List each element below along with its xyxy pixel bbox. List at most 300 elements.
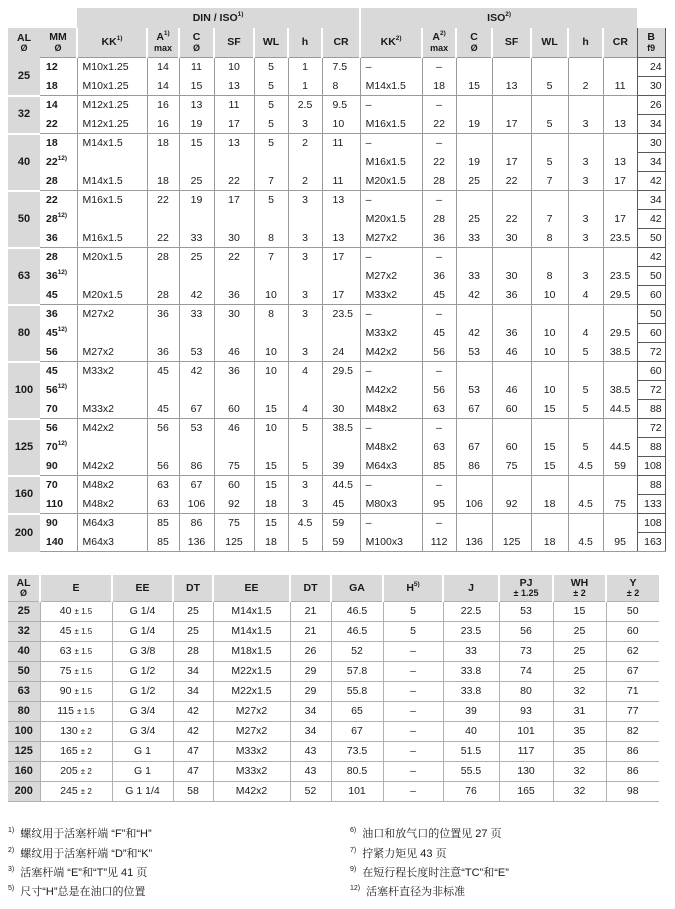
cell-iso-sf: 30: [492, 229, 531, 248]
cell-din-c: [179, 438, 214, 457]
table-row: [8, 153, 665, 172]
cell-iso-wl: [531, 419, 568, 438]
header-a-din: $A^{1)}$ max: [147, 28, 179, 58]
t2-header-j: J: [443, 575, 499, 602]
cell-din-sf: 46: [214, 343, 254, 362]
cell-mm: 70: [40, 476, 77, 495]
cell-din-wl: [254, 381, 288, 400]
cell-iso-cr: [603, 191, 637, 210]
table-row: [8, 662, 659, 682]
table-row: [8, 191, 665, 210]
cell-iso-a: 28: [422, 172, 456, 191]
cell-din-kk: M48x2: [77, 495, 147, 514]
cell-iso-h: 3: [568, 210, 603, 229]
cell-din-sf: 17: [214, 191, 254, 210]
cell-din-cr: 23.5: [322, 305, 360, 324]
cell-iso-a: 112: [422, 533, 456, 552]
cell-pj: 165: [499, 782, 553, 802]
cell-mm: 28: [40, 248, 77, 267]
cell-din-c: [179, 324, 214, 343]
cell-ee2: M33x2: [213, 742, 290, 762]
cell-b: 88: [637, 476, 665, 495]
cell-din-wl: 5: [254, 191, 288, 210]
cell-iso-cr: 75: [603, 495, 637, 514]
cell-din-sf: 36: [214, 286, 254, 305]
cell-h: –: [383, 662, 443, 682]
cell-iso-h: [568, 58, 603, 77]
cell-iso-kk: –: [360, 248, 422, 267]
cell-iso-wl: [531, 96, 568, 115]
cell-mm: 28$^{12)}$: [46, 211, 68, 225]
cell-iso-kk: M14x1.5: [360, 77, 422, 96]
cell-y: 86: [606, 762, 659, 782]
din-iso-group-header: DIN / ISO$^{1)}$: [77, 8, 360, 28]
cell-iso-wl: [531, 191, 568, 210]
cell-y: 77: [606, 702, 659, 722]
cell-y: 50: [606, 602, 659, 622]
cell-b: 72: [637, 381, 665, 400]
cell-din-wl: 5: [254, 134, 288, 153]
cell-iso-a: –: [422, 134, 456, 153]
cell-din-sf: 60: [214, 400, 254, 419]
cell-al: 200: [8, 514, 40, 552]
header-kk-din: KK$^{1)}$: [77, 28, 147, 58]
cell-ee1: G 1/4: [112, 602, 173, 622]
cell-j: 23.5: [443, 622, 499, 642]
cell-din-c: 25: [179, 172, 214, 191]
cell-ga: 57.8: [331, 662, 383, 682]
cell-e: 40 ± 1.5: [40, 602, 112, 622]
cell-b: 42: [637, 210, 665, 229]
cell-h: –: [383, 782, 443, 802]
cell-iso-cr: 11: [603, 77, 637, 96]
cell-din-wl: 10: [254, 286, 288, 305]
cell-din-cr: 8: [322, 77, 360, 96]
cell-din-a: 28: [147, 248, 179, 267]
cell-pj: 101: [499, 722, 553, 742]
cell-din-c: 19: [179, 191, 214, 210]
cell-b: 34: [637, 153, 665, 172]
cell-h: –: [383, 742, 443, 762]
cell-iso-h: 3: [568, 267, 603, 286]
cell-e: 165 ± 2: [40, 742, 112, 762]
t2-header-dt1: DT: [173, 575, 213, 602]
cell-iso-cr: 13: [603, 115, 637, 134]
cell-al: 25: [8, 58, 40, 96]
cell-h: 5: [383, 602, 443, 622]
cell-pj: 73: [499, 642, 553, 662]
cell-din-sf: [214, 267, 254, 286]
header-a-iso: $A^{2)}$ max: [422, 28, 456, 58]
table-row: [8, 495, 665, 514]
cell-iso-a: 63: [422, 400, 456, 419]
cell-b: 60: [637, 286, 665, 305]
cell-iso-sf: 75: [492, 457, 531, 476]
cell-iso-a: 22: [422, 115, 456, 134]
cell-b: 50: [637, 229, 665, 248]
cell-iso-kk: –: [360, 419, 422, 438]
cell-dt1: 42: [173, 702, 213, 722]
cell-iso-kk: M48x2: [360, 400, 422, 419]
cell-din-cr: 45: [322, 495, 360, 514]
table-row: [8, 134, 665, 153]
cell-b: 88: [637, 400, 665, 419]
cell-ga: 80.5: [331, 762, 383, 782]
table-row: [8, 419, 665, 438]
cell-din-cr: 24: [322, 343, 360, 362]
cell-iso-kk: –: [360, 134, 422, 153]
cell-e: 45 ± 1.5: [40, 622, 112, 642]
table-row: [8, 457, 665, 476]
cell-ee1: G 1/4: [112, 622, 173, 642]
cell-dt1: 42: [173, 722, 213, 742]
cell-din-h: 3: [288, 343, 322, 362]
cell-b: 34: [637, 115, 665, 134]
cell-iso-sf: [492, 476, 531, 495]
cell-iso-c: 42: [456, 286, 492, 305]
cell-din-c: 67: [179, 476, 214, 495]
header-cr-iso: CR: [603, 28, 637, 58]
cell-iso-kk: M33x2: [360, 324, 422, 343]
cell-iso-wl: [531, 248, 568, 267]
cell-iso-c: [456, 362, 492, 381]
cell-b: 60: [637, 324, 665, 343]
cell-din-wl: 5: [254, 115, 288, 134]
cell-h: –: [383, 762, 443, 782]
header-b: B f9: [637, 28, 665, 58]
cell-din-c: 15: [179, 134, 214, 153]
cell-din-a: 45: [147, 400, 179, 419]
cell-iso-kk: –: [360, 476, 422, 495]
cell-iso-a: 18: [422, 77, 456, 96]
table-row: [8, 267, 665, 286]
cell-iso-cr: [603, 514, 637, 533]
cell-ee1: G 1/2: [112, 682, 173, 702]
table-row: [8, 762, 659, 782]
cell-iso-sf: [492, 305, 531, 324]
cell-ee2: M22x1.5: [213, 682, 290, 702]
cell-din-h: 3: [288, 305, 322, 324]
header-mm: MM Ø: [40, 28, 77, 58]
cell-iso-wl: 15: [531, 438, 568, 457]
cell-iso-a: –: [422, 248, 456, 267]
cell-iso-c: 25: [456, 210, 492, 229]
cell-b: 133: [637, 495, 665, 514]
cell-iso-h: [568, 419, 603, 438]
cell-din-sf: [214, 153, 254, 172]
cell-ee1: G 1 1/4: [112, 782, 173, 802]
cell-iso-h: [568, 305, 603, 324]
cell-b: 72: [637, 343, 665, 362]
footnote-1: $^{1)}$ 螺纹用于活塞杆端 “F”和“H”: [8, 827, 152, 840]
table-row: [8, 642, 659, 662]
cell-ee2: M18x1.5: [213, 642, 290, 662]
cell-iso-kk: M48x2: [360, 438, 422, 457]
cell-ga: 46.5: [331, 622, 383, 642]
cell-ga: 101: [331, 782, 383, 802]
cell-din-cr: [322, 324, 360, 343]
table-row: [8, 324, 665, 343]
cell-iso-c: 42: [456, 324, 492, 343]
cell-din-sf: 36: [214, 362, 254, 381]
cell-ee2: M14x1.5: [213, 602, 290, 622]
cell-din-wl: 18: [254, 495, 288, 514]
footnote-9: $^{9)}$ 在短行程长度时注意“TC”和“E”: [350, 866, 509, 879]
cell-din-sf: 22: [214, 248, 254, 267]
cell-din-h: [288, 324, 322, 343]
cell-j: 55.5: [443, 762, 499, 782]
cell-din-h: 5: [288, 419, 322, 438]
cell-din-c: [179, 381, 214, 400]
cell-y: 82: [606, 722, 659, 742]
cell-din-c: 13: [179, 96, 214, 115]
cell-dt1: 25: [173, 602, 213, 622]
cell-din-a: [147, 324, 179, 343]
cell-iso-c: [456, 305, 492, 324]
cell-h: –: [383, 682, 443, 702]
cell-ga: 67: [331, 722, 383, 742]
cell-din-a: 16: [147, 115, 179, 134]
table-row: [8, 343, 665, 362]
cell-din-kk: M16x1.5: [77, 229, 147, 248]
cell-iso-cr: [603, 134, 637, 153]
cell-iso-wl: 18: [531, 495, 568, 514]
cell-din-cr: 39: [322, 457, 360, 476]
cell-al: 100: [8, 722, 40, 742]
header-h-iso: h: [568, 28, 603, 58]
cell-iso-kk: M33x2: [360, 286, 422, 305]
cell-din-kk: M27x2: [77, 343, 147, 362]
cell-iso-wl: 8: [531, 229, 568, 248]
cell-din-h: [288, 267, 322, 286]
cell-din-cr: 13: [322, 229, 360, 248]
cell-mm: 45: [46, 288, 58, 301]
cell-din-c: 33: [179, 305, 214, 324]
cell-iso-wl: 7: [531, 172, 568, 191]
cell-mm: 18: [40, 134, 77, 153]
cell-din-c: 19: [179, 115, 214, 134]
cell-wh: 25: [553, 642, 606, 662]
cell-iso-h: 4.5: [568, 533, 603, 552]
cell-ee2: M33x2: [213, 762, 290, 782]
cell-ee1: G 3/4: [112, 722, 173, 742]
cell-iso-sf: 30: [492, 267, 531, 286]
cell-pj: 93: [499, 702, 553, 722]
cell-iso-c: 19: [456, 115, 492, 134]
cell-iso-a: 63: [422, 438, 456, 457]
cell-iso-wl: [531, 134, 568, 153]
cell-din-a: [147, 267, 179, 286]
cell-ga: 65: [331, 702, 383, 722]
cell-din-sf: 60: [214, 476, 254, 495]
cell-wh: 32: [553, 762, 606, 782]
t2-header-wh: WH ± 2: [553, 575, 606, 602]
cell-dt1: 47: [173, 762, 213, 782]
cell-din-h: 3: [288, 191, 322, 210]
cell-din-sf: [214, 210, 254, 229]
cell-wh: 32: [553, 782, 606, 802]
cell-b: 72: [637, 419, 665, 438]
cell-din-sf: 11: [214, 96, 254, 115]
table-row: [8, 115, 665, 134]
cell-mm: 56$^{12)}$: [46, 382, 68, 396]
table-row: [8, 438, 665, 457]
cell-iso-sf: [492, 191, 531, 210]
cell-din-kk: [77, 210, 147, 229]
cell-iso-kk: –: [360, 191, 422, 210]
cell-din-h: 2: [288, 134, 322, 153]
header-wl-din: WL: [254, 28, 288, 58]
cell-iso-a: 56: [422, 381, 456, 400]
cell-iso-kk: –: [360, 514, 422, 533]
cell-din-sf: [214, 324, 254, 343]
cell-dt1: 58: [173, 782, 213, 802]
cell-iso-sf: 13: [492, 77, 531, 96]
cell-iso-h: [568, 514, 603, 533]
cell-din-h: 4: [288, 400, 322, 419]
cell-y: 67: [606, 662, 659, 682]
cell-mm: 56: [40, 419, 77, 438]
cell-iso-sf: 60: [492, 400, 531, 419]
cell-al: 125: [8, 419, 40, 476]
cell-al: 40: [8, 642, 40, 662]
cell-iso-sf: 22: [492, 210, 531, 229]
cell-iso-cr: 17: [603, 210, 637, 229]
cell-din-a: [147, 153, 179, 172]
cell-mm: 14: [40, 96, 77, 115]
cell-e: 75 ± 1.5: [40, 662, 112, 682]
cell-dt2: 21: [290, 602, 331, 622]
cell-ee2: M22x1.5: [213, 662, 290, 682]
cell-iso-wl: 10: [531, 343, 568, 362]
cell-din-sf: 17: [214, 115, 254, 134]
cell-din-a: 56: [147, 419, 179, 438]
cell-al: 25: [8, 602, 40, 622]
cell-iso-wl: 5: [531, 115, 568, 134]
cell-din-kk: [77, 153, 147, 172]
cell-din-cr: 59: [322, 514, 360, 533]
cell-iso-kk: –: [360, 362, 422, 381]
header-c-din: C Ø: [179, 28, 214, 58]
dimensions-table-din-iso: [8, 8, 666, 552]
cell-mm: 90: [46, 459, 58, 472]
cell-iso-a: 95: [422, 495, 456, 514]
cell-iso-h: 4: [568, 286, 603, 305]
cell-din-sf: 13: [214, 77, 254, 96]
cell-iso-c: 33: [456, 229, 492, 248]
t2-header-pj: PJ ± 1.25: [499, 575, 553, 602]
table-row: [8, 248, 665, 267]
cell-b: 42: [637, 172, 665, 191]
dimensions-table-ports: [8, 575, 659, 802]
cell-iso-h: 5: [568, 438, 603, 457]
cell-din-sf: 13: [214, 134, 254, 153]
cell-iso-kk: M80x3: [360, 495, 422, 514]
cell-mm: 70$^{12)}$: [46, 439, 68, 453]
cell-din-wl: [254, 210, 288, 229]
cell-j: 22.5: [443, 602, 499, 622]
cell-al: 50: [8, 662, 40, 682]
cell-iso-a: –: [422, 476, 456, 495]
cell-pj: 80: [499, 682, 553, 702]
table-row: [8, 514, 665, 533]
cell-al: 100: [8, 362, 40, 419]
cell-iso-kk: M16x1.5: [360, 115, 422, 134]
cell-din-cr: [322, 153, 360, 172]
cell-din-cr: 13: [322, 191, 360, 210]
cell-iso-wl: 7: [531, 210, 568, 229]
cell-dt1: 28: [173, 642, 213, 662]
cell-iso-c: 53: [456, 381, 492, 400]
cell-din-wl: 18: [254, 533, 288, 552]
table-row: [8, 305, 665, 324]
cell-din-c: 25: [179, 248, 214, 267]
t2-header-e: E: [40, 575, 112, 602]
cell-dt2: 52: [290, 782, 331, 802]
cell-din-wl: [254, 324, 288, 343]
cell-wh: 15: [553, 602, 606, 622]
cell-iso-wl: [531, 305, 568, 324]
cell-ee1: G 1: [112, 762, 173, 782]
cell-din-wl: 8: [254, 305, 288, 324]
cell-iso-sf: 22: [492, 172, 531, 191]
cell-din-sf: [214, 381, 254, 400]
cell-b: 50: [637, 267, 665, 286]
cell-ee2: M42x2: [213, 782, 290, 802]
cell-e: 130 ± 2: [40, 722, 112, 742]
table-row: [8, 210, 665, 229]
table-row: [8, 722, 659, 742]
cell-din-a: 36: [147, 343, 179, 362]
cell-din-h: [288, 381, 322, 400]
cell-al: 125: [8, 742, 40, 762]
cell-al: 63: [8, 682, 40, 702]
cell-ee1: G 3/8: [112, 642, 173, 662]
t2-header-al: AL Ø: [8, 575, 40, 602]
table-row: [8, 533, 665, 552]
cell-iso-kk: –: [360, 96, 422, 115]
cell-iso-cr: 59: [603, 457, 637, 476]
cell-din-cr: 44.5: [322, 476, 360, 495]
cell-al: 200: [8, 782, 40, 802]
cell-mm: 56: [46, 345, 58, 358]
cell-din-a: 85: [147, 533, 179, 552]
cell-dt1: 34: [173, 682, 213, 702]
cell-din-wl: 15: [254, 400, 288, 419]
cell-b: 163: [637, 533, 665, 552]
t2-header-ee1: EE: [112, 575, 173, 602]
cell-iso-a: –: [422, 191, 456, 210]
cell-din-sf: [214, 438, 254, 457]
cell-din-a: [147, 438, 179, 457]
header-cr-din: CR: [322, 28, 360, 58]
cell-j: 51.5: [443, 742, 499, 762]
cell-din-wl: 5: [254, 96, 288, 115]
cell-j: 33.8: [443, 662, 499, 682]
cell-iso-wl: 5: [531, 77, 568, 96]
cell-iso-sf: [492, 58, 531, 77]
header-h-din: h: [288, 28, 322, 58]
cell-din-wl: [254, 267, 288, 286]
cell-din-kk: M12x1.25: [77, 96, 147, 115]
cell-din-kk: M14x1.5: [77, 172, 147, 191]
cell-dt1: 34: [173, 662, 213, 682]
cell-din-a: 45: [147, 362, 179, 381]
cell-e: 90 ± 1.5: [40, 682, 112, 702]
table-row: [8, 782, 659, 802]
cell-din-h: 2.5: [288, 96, 322, 115]
cell-iso-c: [456, 191, 492, 210]
